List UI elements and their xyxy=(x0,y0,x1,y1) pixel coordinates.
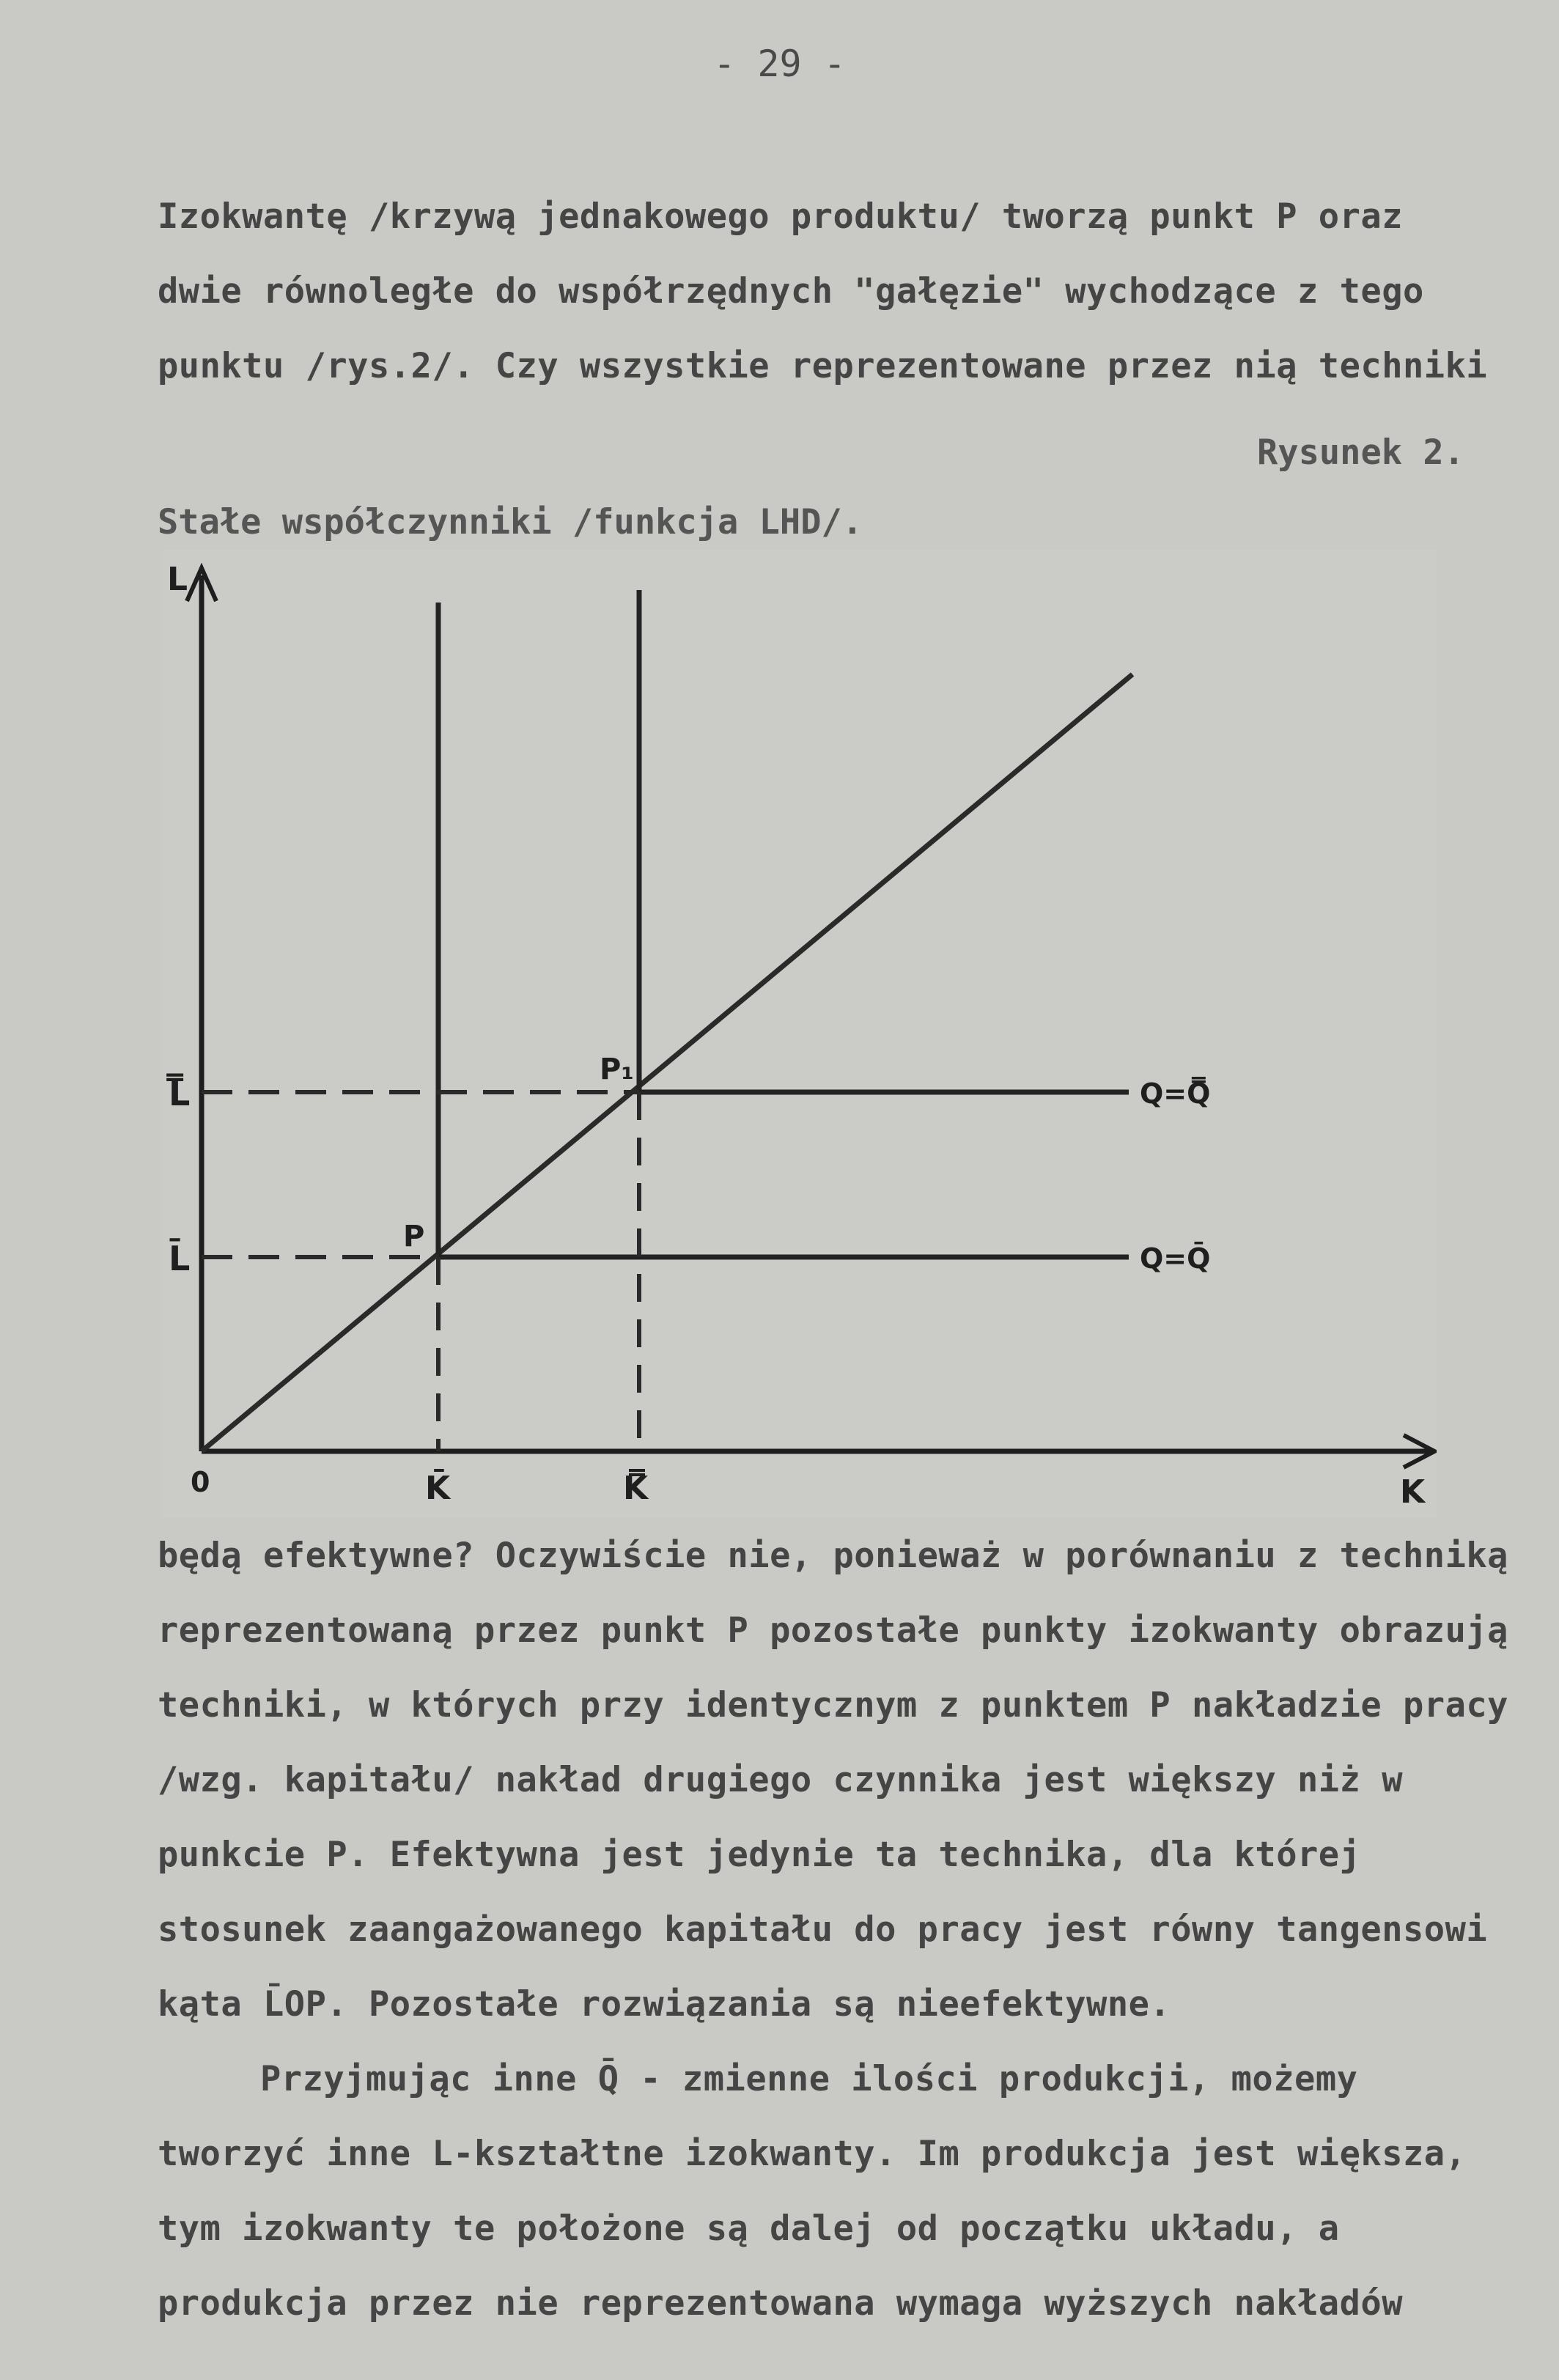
tick-k-double: K̿ xyxy=(623,1470,649,1507)
axis-x-label: K xyxy=(1400,1473,1426,1511)
text-line: Izokwantę /krzywą jednakowego produktu/ tworzą punkt P oraz xyxy=(158,196,1403,237)
text-line: będą efektywne? Oczywiście nie, ponieważ w porównaniu z techniką xyxy=(158,1536,1508,1576)
tick-l-double: L̿ xyxy=(169,1074,191,1113)
text-line: produkcja przez nie reprezentowana wymaga wyższych nakładów xyxy=(158,2283,1403,2324)
text-line: tworzyć inne L-kształtne izokwanty. Im produkcja jest większa, xyxy=(158,2134,1467,2174)
text-line: /wzg. kapitału/ nakład drugiego czynnika jest większy niż w xyxy=(158,1760,1403,1800)
figure-title: Stałe współczynniki /funkcja LHD/. xyxy=(158,502,863,542)
isoquant-diagram xyxy=(161,550,1437,1517)
tick-k-bar: K̄ xyxy=(425,1470,451,1507)
axis-y-label: L xyxy=(167,561,188,598)
label-q-double: Q=Q̿ xyxy=(1140,1077,1211,1110)
text-line: punktu /rys.2/. Czy wszystkie reprezentowane przez nią techniki xyxy=(158,346,1488,386)
text-line: Przyjmując inne Q̄ - zmienne ilości produkcji, możemy xyxy=(260,2059,1358,2099)
label-q-bar: Q=Q̄ xyxy=(1140,1242,1211,1275)
text-line: punkcie P. Efektywna jest jedynie ta technika, dla której xyxy=(158,1835,1361,1875)
text-line: tym izokwanty te położone są dalej od początku układu, a xyxy=(158,2208,1340,2249)
page-number: - 29 - xyxy=(713,43,846,85)
isoquant-figure xyxy=(161,550,1437,1517)
text-line: stosunek zaangażowanego kapitału do pracy jest równy tangensowi xyxy=(158,1909,1488,1950)
text-line: techniki, w których przy identycznym z punktem P nakładzie pracy xyxy=(158,1685,1508,1725)
point-p-label: P xyxy=(403,1220,425,1253)
text-line: kąta L̄OP. Pozostałe rozwiązania są nieefektywne. xyxy=(158,1984,1171,2025)
point-p1-label: P₁ xyxy=(600,1053,634,1086)
efficient-ray xyxy=(202,674,1132,1451)
origin-label: 0 xyxy=(191,1466,210,1498)
text-line: reprezentowaną przez punkt P pozostałe punkty izokwanty obrazują xyxy=(158,1610,1508,1651)
figure-number: Rysunek 2. xyxy=(1257,432,1464,473)
tick-l-bar: L̄ xyxy=(169,1239,191,1278)
text-line: dwie równoległe do współrzędnych "gałęzie" wychodzące z tego xyxy=(158,271,1424,312)
